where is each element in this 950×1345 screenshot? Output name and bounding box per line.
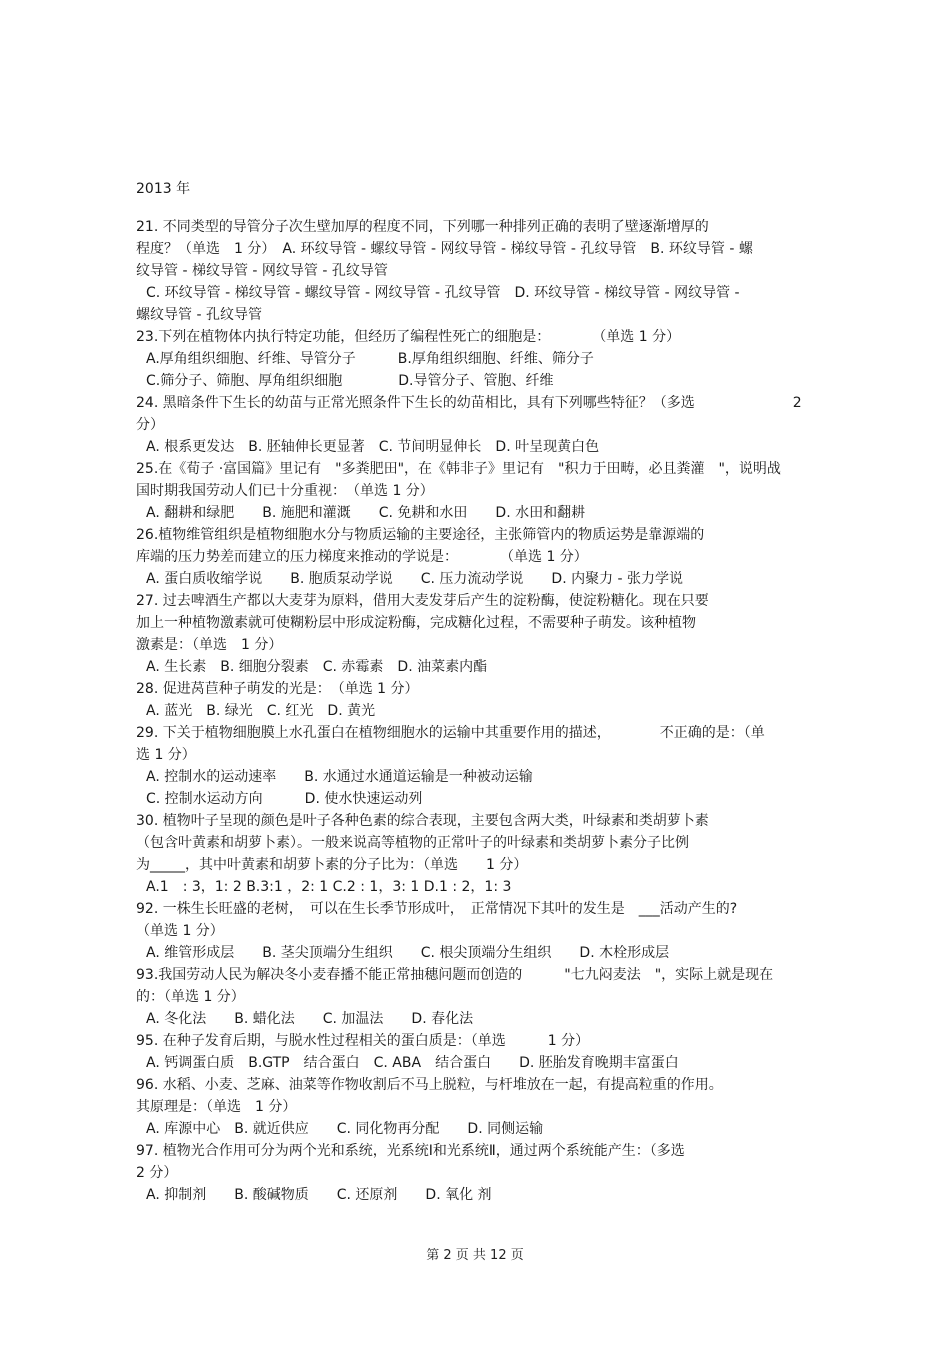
question-30-line-3: 为_____，其中叶黄素和胡萝卜素的分子比为：（单选 1 分） [136, 857, 528, 873]
question-97-line-2: 2 分） [136, 1165, 178, 1181]
question-23: 23.下列在植物体内执行特定功能，但经历了编程性死亡的细胞是： （单选 1 分） [136, 329, 681, 345]
question-96-options: A. 库源中心 B. 就近供应 C. 同化物再分配 D. 同侧运输 [146, 1121, 544, 1137]
question-30-line-1: 30. 植物叶子呈现的颜色是叶子各种色素的综合表现，主要包含两大类，叶绿素和类胡萝卜素 [136, 813, 709, 829]
question-92-line-1: 92. 一株生长旺盛的老树， 可以在生长季节形成叶， 正常情况下其叶的发生是 ___活动产生的? [136, 901, 738, 917]
question-93-options: A. 冬化法 B. 蜡化法 C. 加温法 D. 春化法 [146, 1011, 474, 1027]
question-29-options-cd: C. 控制水运动方向 D. 使水快速运动列 [146, 791, 423, 807]
question-25-line-2: 国时期我国劳动人们已十分重视： （单选 1 分） [136, 483, 434, 499]
question-92-line-2: （单选 1 分） [136, 923, 224, 939]
question-21-line-3: 纹导管 - 梯纹导管 - 网纹导管 - 孔纹导管 [136, 263, 388, 279]
question-24-line-2: 分） [136, 417, 164, 433]
question-97-options: A. 抑制剂 B. 酸碱物质 C. 还原剂 D. 氧化 剂 [146, 1187, 492, 1203]
question-24-options: A. 根系更发达 B. 胚轴伸长更显著 C. 节间明显伸长 D. 叶呈现黄白色 [146, 439, 600, 455]
question-26-line-2: 库端的压力势差而建立的压力梯度来推动的学说是： （单选 1 分） [136, 549, 588, 565]
question-27-line-1: 27. 过去啤酒生产都以大麦芽为原料，借用大麦发芽后产生的淀粉酶，使淀粉糖化。现在只要 [136, 593, 709, 609]
question-26-line-1: 26.植物维管组织是植物细胞水分与物质运输的主要途径，主张筛管内的物质运势是靠源端的 [136, 527, 705, 543]
question-24-line-1: 24. 黑暗条件下生长的幼苗与正常光照条件下生长的幼苗相比，具有下列哪些特征？（多选 2 [136, 395, 802, 411]
question-27-options: A. 生长素 B. 细胞分裂素 C. 赤霉素 D. 油菜素内酯 [146, 659, 488, 675]
question-23-options-cd: C.筛分子、筛胞、厚角组织细胞 D.导管分子、管胞、纤维 [146, 373, 554, 389]
question-25-line-1: 25.在《荀子 ·富国篇》里记有 "多粪肥田"，在《韩非子》里记有 "积力于田畴，必且粪灌 "，说明战 [136, 461, 781, 477]
question-27-line-3: 激素是：（单选 1 分） [136, 637, 283, 653]
question-95: 95. 在种子发育后期，与脱水性过程相关的蛋白质是：（单选 1 分） [136, 1033, 590, 1049]
page-footer: 第 2 页 共 12 页 [426, 1248, 524, 1263]
question-21-line-5: 螺纹导管 - 孔纹导管 [136, 307, 262, 323]
question-95-options: A. 钙调蛋白质 B.GTP 结合蛋白 C. ABA 结合蛋白 D. 胚胎发育晚期丰富蛋白 [146, 1055, 679, 1071]
question-28-options: A. 蓝光 B. 绿光 C. 红光 D. 黄光 [146, 703, 376, 719]
question-96-line-1: 96. 水稻、小麦、芝麻、油菜等作物收割后不马上脱粒，与杆堆放在一起，有提高粒重的作用。 [136, 1077, 723, 1093]
question-29-line-2: 选 1 分） [136, 747, 196, 763]
question-21-line-1: 21. 不同类型的导管分子次生壁加厚的程度不同，下列哪一种排列正确的表明了壁逐渐增厚的 [136, 219, 709, 235]
question-27-line-2: 加上一种植物激素就可使糊粉层中形成淀粉酶，完成糖化过程，不需要种子萌发。该种植物 [136, 615, 696, 631]
question-26-options: A. 蛋白质收缩学说 B. 胞质泵动学说 C. 压力流动学说 D. 内聚力 - 张力学说 [146, 571, 684, 587]
question-29-line-1: 29. 下关于植物细胞膜上水孔蛋白在植物细胞水的运输中其重要作用的描述， 不正确的是：（单 [136, 725, 765, 741]
question-93-line-1: 93.我国劳动人民为解决冬小麦春播不能正常抽穗问题而创造的 "七九闷麦法 "，实际上就是现在 [136, 967, 774, 983]
question-29-options-ab: A. 控制水的运动速率 B. 水通过水通道运输是一种被动运输 [146, 769, 533, 785]
year-heading: 2013 年 [136, 181, 191, 197]
question-23-options-ab: A.厚角组织细胞、纤维、导管分子 B.厚角组织细胞、纤维、筛分子 [146, 351, 594, 367]
question-30-options: A.1 : 3，1: 2 B.3:1 ，2: 1 C.2 : 1，3: 1 D.1 : 2，1: 3 [146, 879, 512, 895]
question-28: 28. 促进莴苣种子萌发的光是： （单选 1 分） [136, 681, 419, 697]
question-30-line-2: （包含叶黄素和胡萝卜素）。一般来说高等植物的正常叶子的叶绿素和类胡萝卜素分子比例 [136, 835, 689, 851]
question-96-line-2: 其原理是：（单选 1 分） [136, 1099, 297, 1115]
question-21-line-2: 程度？（单选 1 分） A. 环纹导管 - 螺纹导管 - 网纹导管 - 梯纹导管 - 孔纹导管 B. 环纹导管 - 螺 [136, 241, 753, 257]
question-92-options: A. 维管形成层 B. 茎尖顶端分生组织 C. 根尖顶端分生组织 D. 木栓形成层 [146, 945, 670, 961]
question-25-options: A. 翻耕和绿肥 B. 施肥和灌溉 C. 免耕和水田 D. 水田和翻耕 [146, 505, 586, 521]
question-93-line-2: 的：（单选 1 分） [136, 989, 245, 1005]
question-21-line-4: C. 环纹导管 - 梯纹导管 - 螺纹导管 - 网纹导管 - 孔纹导管 D. 环纹导管 - 梯纹导管 - 网纹导管 - [146, 285, 740, 301]
question-97-line-1: 97. 植物光合作用可分为两个光和系统，光系统Ⅰ和光系统Ⅱ，通过两个系统能产生：（多选 [136, 1143, 685, 1159]
